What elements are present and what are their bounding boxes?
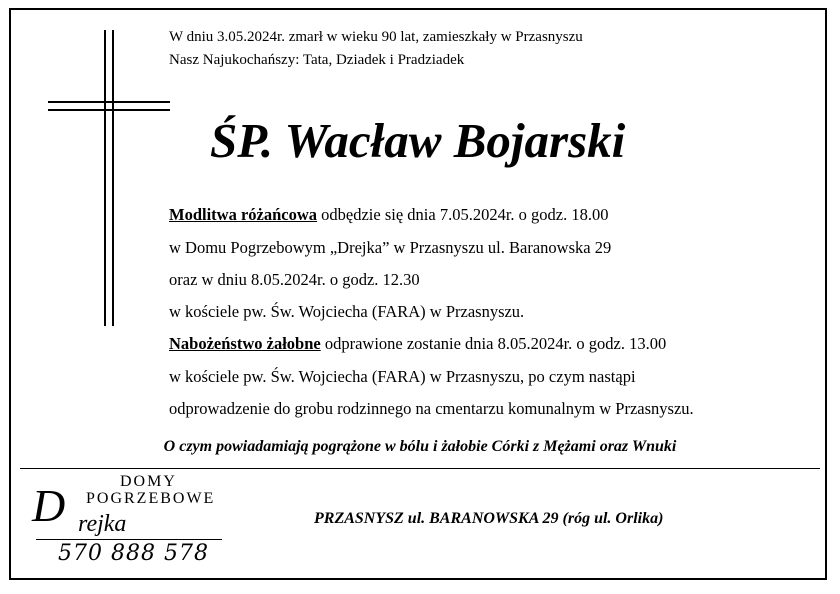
logo-initial: D [32, 480, 66, 531]
cross-vertical-bar [112, 30, 114, 326]
service-line-1 [169, 334, 666, 354]
funeral-home-address: PRZASNYSZ ul. BARANOWSKA 29 (róg ul. Orlika) [314, 510, 664, 527]
rosary-line-3: oraz w dniu 8.05.2024r. o godz. 12.30 [169, 270, 420, 289]
rosary-line-1-text: odbędzie się dnia 7.05.2024r. o godz. 18.00 [317, 205, 609, 224]
logo-underline [36, 539, 222, 540]
cross-vertical-bar [104, 30, 106, 326]
service-label: Nabożeństwo żałobne [169, 334, 321, 353]
intro-line-2: Nasz Najukochańszy: Tata, Dziadek i Pradziadek [169, 52, 465, 68]
rosary-line-1 [169, 205, 608, 225]
funeral-home-logo [30, 473, 240, 573]
cross-horizontal-bar [48, 101, 170, 103]
rosary-label: Modlitwa różańcowa [169, 205, 318, 224]
service-line-3: odprowadzenie do grobu rodzinnego na cmentarzu komunalnym w Przasnyszu. [169, 399, 694, 418]
service-line-1-text: odprawione zostanie dnia 8.05.2024r. o godz. 13.00 [320, 334, 667, 353]
closing-statement: O czym powiadamiają pogrążone w bólu i żałobie Córki z Mężami oraz Wnuki [163, 438, 677, 455]
service-line-2: w kościele pw. Św. Wojciecha (FARA) w Przasnyszu, po czym nastąpi [169, 367, 636, 386]
logo-brand-name: rejka [78, 511, 127, 537]
footer-divider [20, 468, 820, 469]
intro-line-1: W dniu 3.05.2024r. zmarł w wieku 90 lat, zamieszkały w Przasnyszu [169, 29, 583, 45]
logo-text-domy: DOMY [120, 473, 177, 490]
cross-horizontal-bar [48, 109, 170, 111]
logo-text-pogrzebowe: POGRZEBOWE [86, 490, 216, 507]
phone-number: 570 888 578 [58, 541, 209, 566]
deceased-name: ŚP. Wacław Bojarski [210, 113, 626, 168]
rosary-line-2: w Domu Pogrzebowym „Drejka” w Przasnyszu ul. Baranowska 29 [169, 238, 612, 257]
rosary-line-4: w kościele pw. Św. Wojciecha (FARA) w Przasnyszu. [169, 302, 525, 321]
